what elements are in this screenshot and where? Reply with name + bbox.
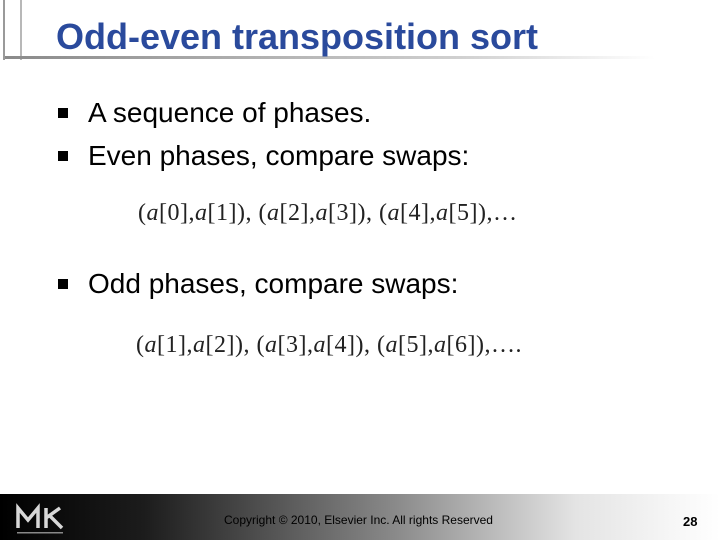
- even-phase-formula: (a[0],a[1]), (a[2],a[3]), (a[4],a[5]),…: [138, 200, 518, 226]
- bullet-text: Odd phases, compare swaps:: [88, 268, 459, 299]
- footer-bar: [0, 494, 720, 540]
- odd-phase-formula: (a[1],a[2]), (a[3],a[4]), (a[5],a[6]),….: [136, 332, 522, 358]
- copyright-text: Copyright © 2010, Elsevier Inc. All rights Reserved: [224, 513, 493, 527]
- bullet-item: [58, 140, 469, 172]
- square-bullet-icon: [58, 279, 68, 289]
- bullet-text: A sequence of phases.: [88, 97, 372, 128]
- square-bullet-icon: [58, 151, 68, 161]
- bullet-item: [58, 268, 458, 300]
- square-bullet-icon: [58, 108, 68, 118]
- title-decoration-bar: [3, 0, 5, 60]
- bullet-item: [58, 97, 371, 129]
- page-number: 28: [683, 514, 698, 529]
- mk-logo-icon: [14, 502, 74, 536]
- slide-title: Odd-even transposition sort: [56, 16, 539, 57]
- title-decoration-bar: [20, 0, 22, 60]
- bullet-text: Even phases, compare swaps:: [88, 140, 470, 171]
